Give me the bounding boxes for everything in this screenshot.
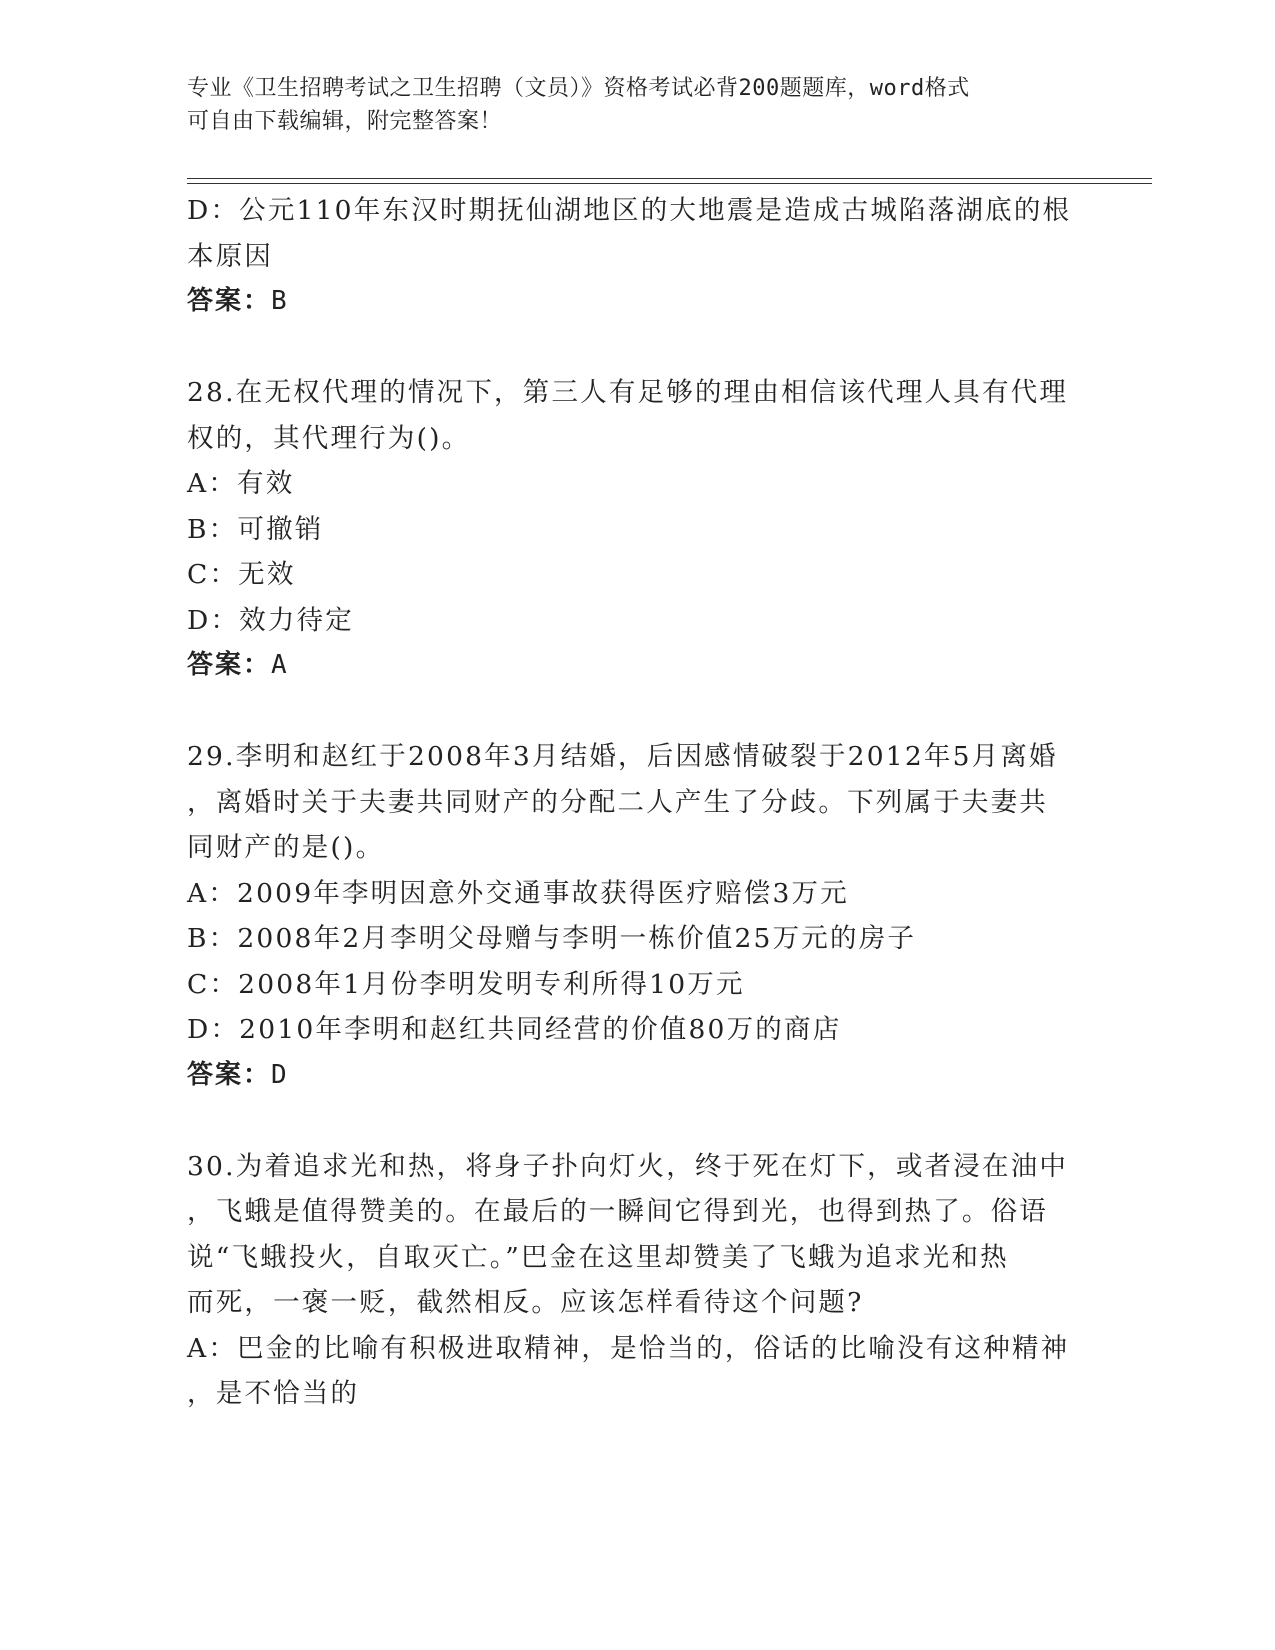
previous-question-tail — [187, 188, 1077, 325]
question-29-answer — [187, 1053, 1077, 1099]
question-28-stem-line-1: 28.在无权代理的情况下，第三人有足够的理由相信该代理人具有代理 — [187, 377, 1069, 408]
header-line-1: 专业《卫生招聘考试之卫生招聘（文员）》资格考试必背200题题库，word格式 — [187, 76, 970, 101]
answer-value: A — [271, 650, 288, 680]
answer-label: 答案： — [187, 286, 272, 316]
header-divider-top — [187, 178, 1152, 179]
question-30-stem-line-4: 而死，一褒一贬，截然相反。应该怎样看待这个问题? — [187, 1287, 864, 1318]
question-30-stem-line-3: 说“飞蛾投火，自取灭亡。”巴金在这里却赞美了飞蛾为追求光和热 — [187, 1241, 1009, 1273]
question-28-option-a: A：有效 — [187, 468, 295, 499]
answer-value: B — [271, 286, 288, 316]
question-30-stem-line-2: ，飞蛾是值得赞美的。在最后的一瞬间它得到光，也得到热了。俗语 — [187, 1196, 1048, 1227]
prev-option-d-line-1: D：公元110年东汉时期抚仙湖地区的大地震是造成古城陷落湖底的根 — [187, 195, 1072, 226]
question-28-option-b: B：可撤销 — [187, 513, 324, 545]
question-29 — [187, 734, 1077, 1098]
document-body — [187, 188, 1077, 1417]
spacer — [187, 689, 1077, 735]
answer-label: 答案： — [187, 1059, 272, 1090]
spacer — [187, 325, 1077, 371]
question-29-option-d: D：2010年李明和赵红共同经营的价值80万的商店 — [187, 1014, 842, 1045]
question-29-stem-line-3: 同财产的是()。 — [187, 832, 385, 863]
question-29-stem-line-1: 29.李明和赵红于2008年3月结婚，后因感情破裂于2012年5月离婚 — [187, 741, 1058, 772]
question-28-stem-line-2: 权的，其代理行为()。 — [187, 422, 471, 454]
question-30 — [187, 1144, 1077, 1417]
prev-option-d-line-2: 本原因 — [187, 240, 274, 272]
question-29-option-c: C：2008年1月份李明发明专利所得10万元 — [187, 968, 745, 1000]
spacer — [187, 1098, 1077, 1144]
question-28 — [187, 370, 1077, 689]
question-28-option-c: C：无效 — [187, 559, 296, 590]
question-29-stem-line-2: ，离婚时关于夫妻共同财产的分配二人产生了分歧。下列属于夫妻共 — [187, 786, 1048, 818]
question-30-option-a-line-2: ，是不恰当的 — [187, 1378, 360, 1409]
answer-label: 答案： — [187, 650, 272, 680]
question-30-stem-line-1: 30.为着追求光和热，将身子扑向灯火，终于死在灯下，或者浸在油中 — [187, 1150, 1069, 1182]
question-28-option-d: D：效力待定 — [187, 604, 354, 636]
question-29-option-a: A：2009年李明因意外交通事故获得医疗赔偿3万元 — [187, 877, 849, 909]
header-line-2: 可自由下载编辑，附完整答案！ — [187, 109, 503, 134]
document-header — [187, 72, 1067, 138]
question-30-option-a-line-1: A：巴金的比喻有积极进取精神，是恰当的，俗话的比喻没有这种精神 — [187, 1332, 1070, 1364]
prev-answer — [187, 279, 1077, 325]
answer-value: D — [271, 1059, 288, 1090]
question-28-answer — [187, 643, 1077, 689]
question-29-option-b: B：2008年2月李明父母赠与李明一栋价值25万元的房子 — [187, 923, 917, 954]
header-divider-bottom — [187, 183, 1152, 184]
